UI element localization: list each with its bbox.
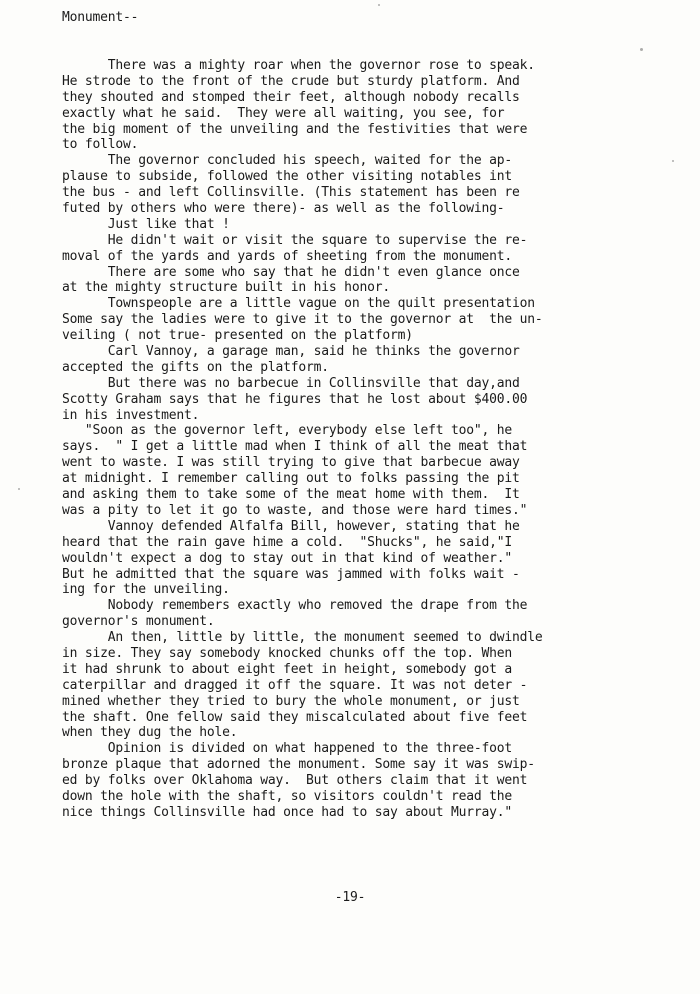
text-line: and asking them to take some of the meat home with them. It [62,487,520,503]
text-line: Some say the ladies were to give it to the governor at the un- [62,312,543,328]
scan-speck [672,160,674,162]
text-line: caterpillar and dragged it off the square. It was not deter - [62,677,528,693]
text-line: it had shrunk to about eight feet in height, somebody got a [62,661,512,677]
text-line: at midnight. I remember calling out to folks passing the pit [62,471,520,487]
text-line: Opinion is divided on what happened to the three-foot [62,741,512,757]
scan-speck [18,488,20,490]
text-line: Carl Vannoy, a garage man, said he thinks the governor [62,344,520,360]
page-number: -19- [334,890,366,905]
text-line: He strode to the front of the crude but sturdy platform. And [62,73,520,89]
text-line: at the mighty structure built in his honor. [62,280,390,296]
text-line: wouldn't expect a dog to stay out in that kind of weather." [62,550,512,566]
text-line: down the hole with the shaft, so visitors couldn't read the [62,788,512,804]
text-line: veiling ( not true- presented on the platform) [62,328,413,344]
text-line: to follow. [62,137,139,153]
text-line: accepted the gifts on the platform. [62,359,329,375]
text-line: moval of the yards and yards of sheeting from the monument. [62,248,512,264]
text-line: went to waste. I was still trying to give that barbecue away [62,455,520,471]
text-line: But there was no barbecue in Collinsville that day,and [62,375,520,391]
text-line: He didn't wait or visit the square to supervise the re- [62,232,528,248]
text-line: they shouted and stomped their feet, although nobody recalls [62,89,520,105]
text-line: "Soon as the governor left, everybody else left too", he [62,423,512,439]
text-line: Vannoy defended Alfalfa Bill, however, stating that he [62,518,520,534]
text-line: bronze plaque that adorned the monument. Some say it was swip- [62,757,535,773]
text-line: was a pity to let it go to waste, and those were hard times." [62,502,528,518]
text-line: There are some who say that he didn't even glance once [62,264,520,280]
text-line: the big moment of the unveiling and the festivities that were [62,121,528,137]
text-line: the bus - and left Collinsville. (This statement has been re [62,185,520,201]
text-line: Nobody remembers exactly who removed the drape from the [62,598,528,614]
text-line: plause to subside, followed the other visiting notables int [62,169,512,185]
text-line: An then, little by little, the monument seemed to dwindle [62,630,543,646]
scan-speck [640,48,643,51]
text-line: There was a mighty roar when the governor rose to speak. [62,58,535,73]
text-line: futed by others who were there)- as well as the following- [62,201,505,217]
text-line: The governor concluded his speech, waited for the ap- [62,153,512,169]
text-line: Townspeople are a little vague on the quilt presentation [62,296,535,312]
text-line: exactly what he said. They were all waiting, you see, for [62,105,505,121]
text-line: ed by folks over Oklahoma way. But others claim that it went [62,773,528,789]
page-header: Monument-- [62,10,139,25]
text-line: heard that the rain gave hime a cold. "Shucks", he said,"I [62,534,512,550]
text-line: the shaft. One fellow said they miscalculated about five feet [62,709,528,725]
text-line: governor's monument. [62,614,215,630]
text-line: nice things Collinsville had once had to say about Murray." [62,804,512,820]
text-line: in his investment. [62,407,200,423]
text-line: in size. They say somebody knocked chunks off the top. When [62,645,512,661]
text-line: mined whether they tried to bury the whole monument, or just [62,693,520,709]
text-line: But he admitted that the square was jammed with folks wait - [62,566,520,582]
scan-speck [378,4,380,6]
text-line: ing for the unveiling. [62,582,230,598]
text-line: says. " I get a little mad when I think of all the meat that [62,439,528,455]
text-line: Just like that ! [62,216,230,232]
text-line: Scotty Graham says that he figures that he lost about $400.00 [62,391,528,407]
body-text [62,58,662,821]
text-line: when they dug the hole. [62,725,238,741]
